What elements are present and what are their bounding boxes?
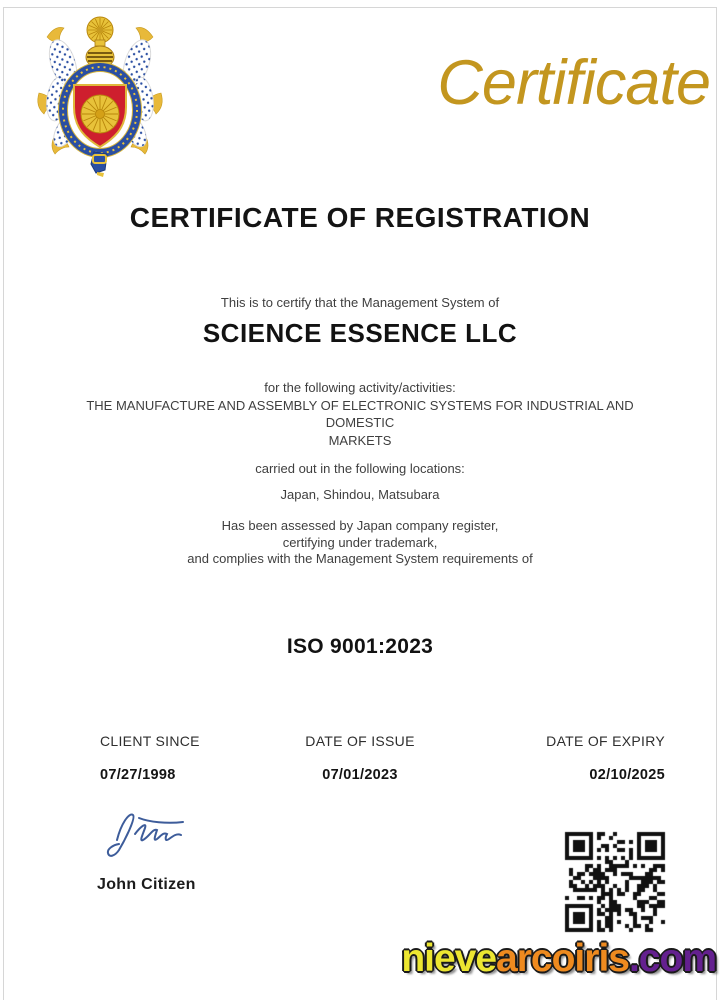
activity-line: MARKETS [328, 432, 392, 448]
assessment-block [0, 518, 720, 568]
date-of-issue-value: 07/01/2023 [322, 767, 398, 783]
site-watermark [401, 939, 716, 978]
date-of-issue-label: DATE OF ISSUE [305, 733, 415, 749]
activity-intro: for the following activity/activities: [264, 380, 456, 395]
certificate-heading: CERTIFICATE OF REGISTRATION [129, 202, 591, 233]
watermark-part2: arcoiris [496, 937, 629, 980]
coat-of-arms-icon [33, 13, 167, 177]
standard-name: ISO 9001:2023 [286, 635, 434, 658]
company-name: SCIENCE ESSENCE LLC [202, 318, 518, 348]
watermark-part1: nieve [401, 937, 497, 980]
certify-line: This is to certify that the Management System of [220, 295, 500, 310]
signatory-name: John Citizen [97, 876, 196, 893]
activity-line: THE MANUFACTURE AND ASSEMBLY OF ELECTRONIC SYSTEMS FOR INDUSTRIAL AND [86, 397, 634, 413]
date-of-expiry-column [546, 733, 665, 783]
date-of-expiry-label: DATE OF EXPIRY [546, 733, 665, 749]
script-title: Certificate [437, 48, 710, 118]
qr-code [563, 830, 667, 934]
assessment-line: and complies with the Management System requirements of [187, 551, 533, 566]
watermark-part3: .com [628, 937, 716, 980]
assessment-line: Has been assessed by Japan company register, [221, 518, 499, 533]
activity-block [0, 379, 720, 449]
client-since-value: 07/27/1998 [100, 767, 176, 783]
date-of-expiry-value: 02/10/2025 [589, 767, 665, 783]
activity-line: DOMESTIC [325, 415, 395, 430]
locations-intro: carried out in the following locations: [255, 461, 465, 476]
handwritten-signature-icon [95, 806, 210, 866]
client-since-label: CLIENT SINCE [100, 733, 200, 749]
locations-list: Japan, Shindou, Matsubara [280, 487, 440, 502]
assessment-line: certifying under trademark, [282, 534, 438, 550]
